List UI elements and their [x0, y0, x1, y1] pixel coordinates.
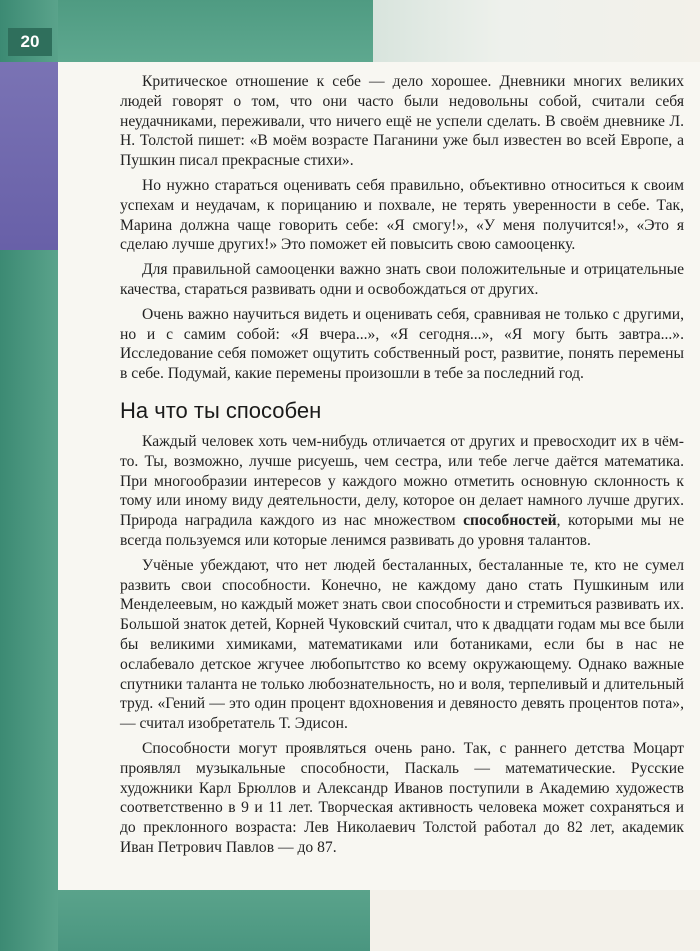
- text-run: , которыми мы не всегда пользуемся или которые ленимся развивать до уровня талантов.: [120, 512, 684, 549]
- text-run: Каждый человек хоть чем-нибудь отличается от других и превосходит их в чём-то. Ты, возможно, лучше рисуешь, чем сестра, или тебе легче даётся математика. При многообразии интересов у каждого можно отметить основную склонность к тому или иному виду деятельности, делу, которое он делает намного лучше других. Природа наградила каждого из нас множеством: [120, 432, 684, 530]
- purple-decor-band: [0, 62, 58, 250]
- paragraph: Но нужно стараться оценивать себя правильно, объективно относиться к своим успехам и неудачам, к порицанию и похвале, не терять уверенности в себе. Так, Марина должна чаще говорить себе: «Я смогу!», «У меня получится!», «Это я сделаю лучше других!» Это поможет ей повысить свою самооценку.: [120, 176, 684, 254]
- text-column: [120, 72, 684, 863]
- paragraph: Способности могут проявляться очень рано. Так, с раннего детства Моцарт проявлял музыкальные способности, Паскаль — математические. Русские художники Карл Брюллов и Александр Иванов поступили в Академию художеств соответственно в 9 и 11 лет. Творческая активность человека может сохраняться и до преклонного возраста: Лев Николаевич Толстой работал до 82 лет, академик Иван Петрович Павлов — до 87.: [120, 739, 684, 856]
- paragraph: [120, 432, 684, 551]
- header-decor-gradient: [373, 0, 700, 62]
- bottom-decor-band: [58, 890, 370, 951]
- paragraph: Очень важно научиться видеть и оценивать себя, сравнивая не только с другими, но и с самим собой: «Я вчера...», «Я сегодня...», «Я могу быть завтра...». Исследование себя поможет ощутить собственный рост, развитие, понять перемены в себе. Подумай, какие перемены произошли в тебе за последний год.: [120, 305, 684, 383]
- page-number: 20: [8, 28, 52, 56]
- top-decor-band: [58, 0, 373, 62]
- term-abilities: способностей: [463, 512, 557, 530]
- section-heading: На что ты способен: [120, 397, 322, 423]
- paragraph: Учёные убеждают, что нет людей бесталанных, бесталанные те, кто не сумел развить свои способности. Конечно, не каждому дано стать Пушкиным или Менделеевым, но каждый может знать свои способности и стремиться развивать их. Большой знаток детей, Корней Чуковский считал, что к двадцати годам мы все были бы великими химиками, математиками или ботаниками, если бы в нас не ослабевало детское жгучее любопытство ко всему окружающему. Однако важные спутники таланта не только любознательность, но и воля, терпеливый и длительный труд. «Гений — это один процент вдохновения и девяносто девять процентов пота», — считал изобретатель Т. Эдисон.: [120, 556, 684, 733]
- paragraph: Критическое отношение к себе — дело хорошее. Дневники многих великих людей говорят о том, что они часто были недовольны собой, считали себя неудачниками, переживали, что ничего ещё не успели сделать. В своём дневнике Л. Н. Толстой пишет: «В моём возрасте Паганини уже был известен во всей Европе, а Пушкин писал прекрасные стихи».: [120, 73, 684, 170]
- paragraph: Для правильной самооценки важно знать свои положительные и отрицательные качества, стараться развивать одни и освобождаться от других.: [120, 261, 684, 298]
- bottom-right-area: [370, 890, 700, 951]
